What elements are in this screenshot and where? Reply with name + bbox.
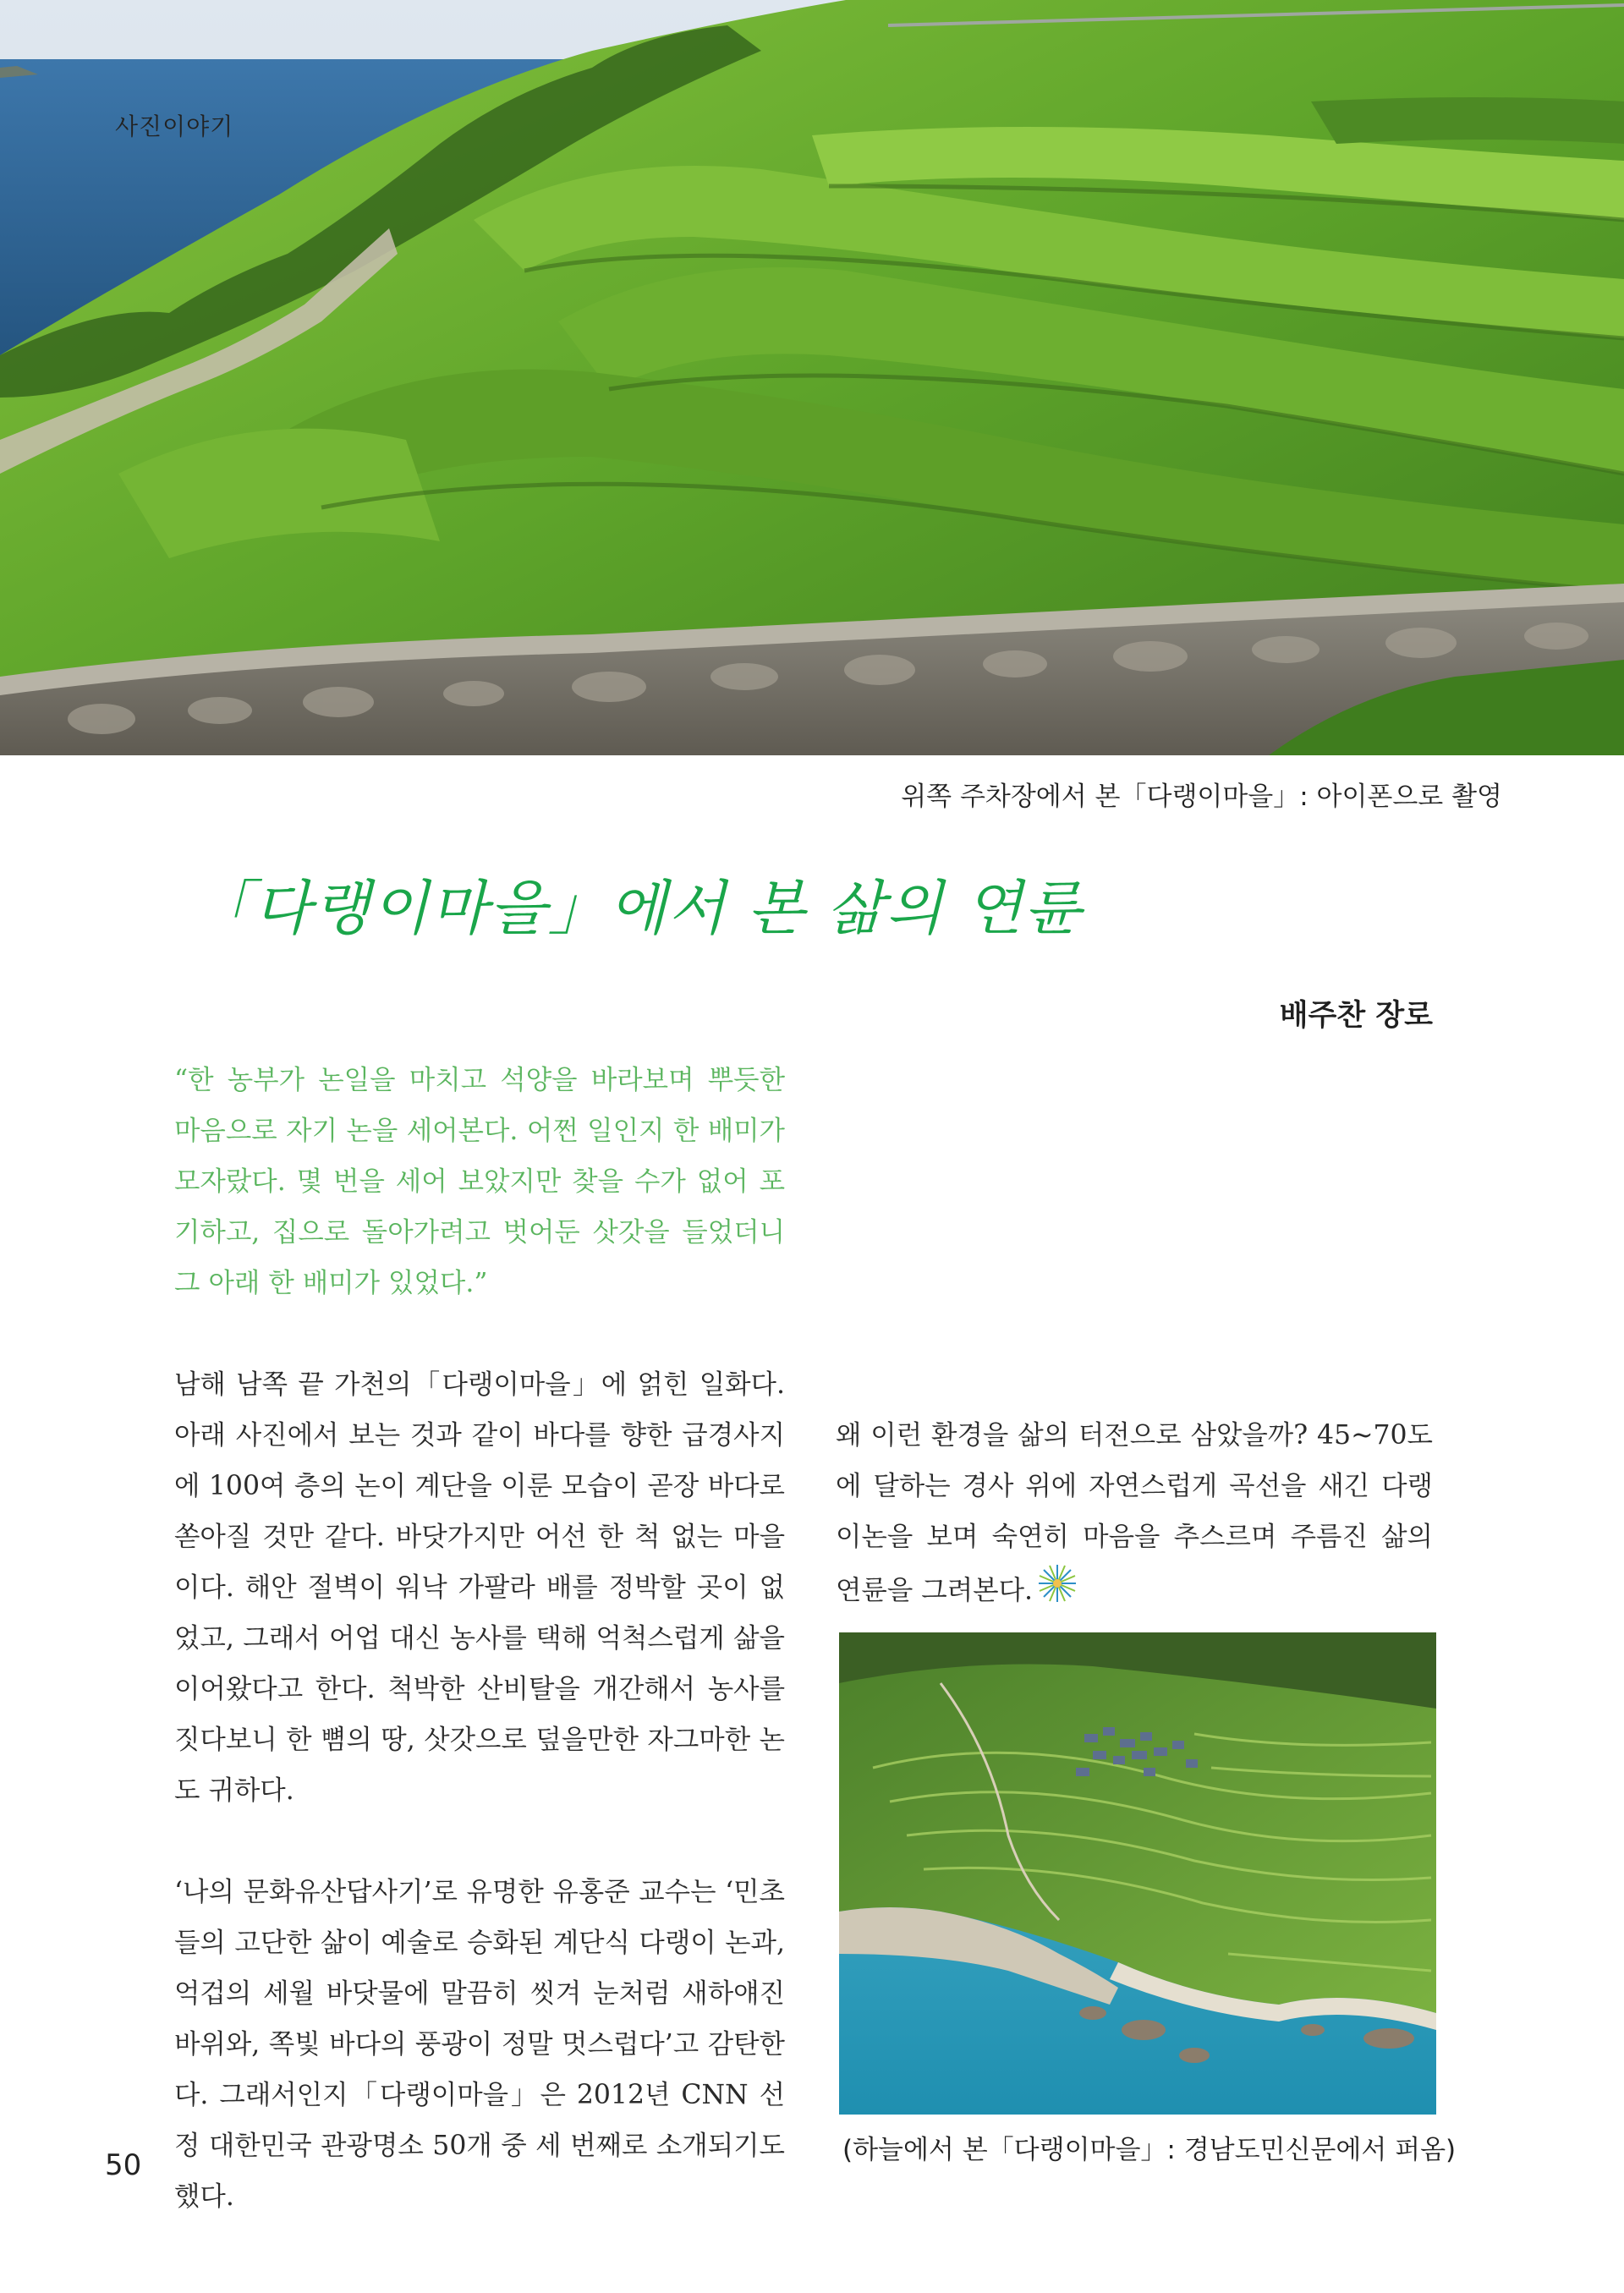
paragraph-2-continuation-space — [836, 1055, 1433, 1359]
top-photo-caption: 위쪽 주차장에서 본「다랭이마을」: 아이폰으로 촬영 — [901, 782, 1502, 812]
opening-quote: “한 농부가 논일을 마치고 석양을 바라보며 뿌듯한 마음으로 자기 논을 세어본다. 어쩐 일인지 한 배미가 모자랐다. 몇 번을 세어 보았지만 찾을 수가 없어 포기하고, 집으로 돌아가려고 벗어둔 삿갓을 들었더니 그 아래 한 배미가 있었다.” — [174, 1065, 785, 1298]
left-column — [174, 1055, 785, 2222]
end-ornament-icon — [1036, 1562, 1078, 1621]
article-title: 「다랭이마을」에서 본 삶의 연륜 — [193, 874, 1084, 943]
section-tag: 사진이야기 — [115, 112, 234, 140]
article-author: 배주찬 장로 — [1279, 999, 1433, 1033]
paragraph-1: 남해 남쪽 끝 가천의「다랭이마을」에 얽힌 일화다. 아래 사진에서 보는 것과 같이 바다를 향한 급경사지에 100여 층의 논이 계단을 이룬 모습이 곧장 바다로 쏟아질 것만 같다. 바닷가지만 어선 한 척 없는 마을이다. 해안 절벽이 워낙 가팔라 배를 정박할 곳이 없었고, 그래서 어업 대신 농사를 택해 억척스럽게 삶을 이어왔다고 한다. 척박한 산비탈을 개간해서 농사를 짓다보니 한 뼘의 땅, 삿갓으로 덮을만한 자그마한 논도 귀하다. — [174, 1369, 785, 1806]
paragraph-3-wrap — [836, 1410, 1433, 1621]
paragraph-2: ‘나의 문화유산답사기’로 유명한 유홍준 교수는 ‘민초들의 고단한 삶이 예술로 승화된 계단식 다랭이 논과, 억겁의 세월 바닷물에 말끔히 씻겨 눈처럼 새하얘진 바위와, 쪽빛 바다의 풍광이 정말 멋스럽다’고 감탄한다. 그래서인지「다랭이마을」은 2012년 CNN 선정 대한민국 관광명소 50개 중 세 번째로 소개되기도 했다. — [174, 1877, 785, 2212]
top-terrace-photo — [0, 0, 1624, 755]
bottom-photo-caption: (하늘에서 본「다랭이마을」: 경남도민신문에서 퍼옴) — [842, 2135, 1457, 2165]
right-column — [836, 1055, 1433, 1621]
aerial-village-photo — [839, 1632, 1436, 2115]
page-number: 50 — [105, 2148, 142, 2182]
paragraph-3: 왜 이런 환경을 삶의 터전으로 삼았을까? 45~70도에 달하는 경사 위에 자연스럽게 곡선을 새긴 다랭이논을 보며 숙연히 마음을 추스르며 주름진 삶의 연륜을 그려본다. — [836, 1420, 1433, 1606]
